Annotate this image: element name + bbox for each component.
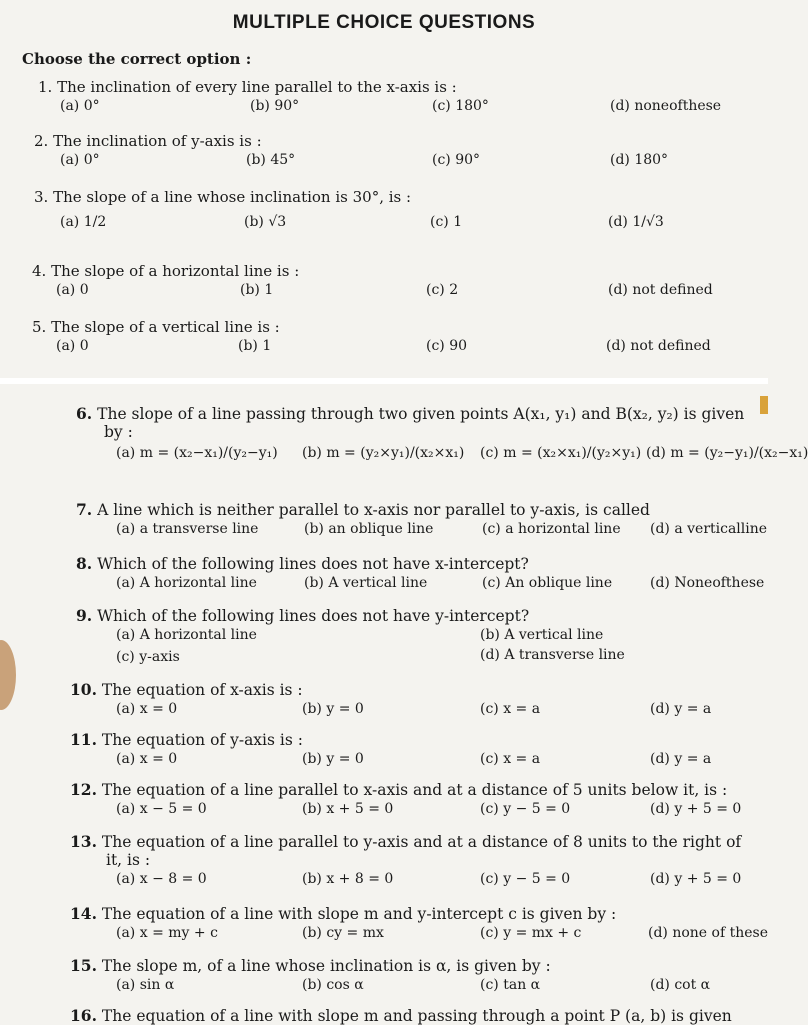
option-c[interactable]: (c) tan α <box>480 977 541 993</box>
option-d[interactable]: (d) a verticalline <box>650 521 768 537</box>
question-8 <box>76 554 766 597</box>
option-c[interactable]: (c) a horizontal line <box>482 521 621 537</box>
question-2 <box>34 132 754 174</box>
option-a[interactable]: (a) 0° <box>60 98 100 114</box>
option-b[interactable]: (b) 90° <box>250 98 300 114</box>
question-text: The inclination of y-axis is : <box>53 132 262 150</box>
option-d[interactable]: (d) y = a <box>650 701 712 717</box>
option-d[interactable]: (d) y + 5 = 0 <box>650 801 742 817</box>
option-a[interactable]: (a) x = 0 <box>116 701 178 717</box>
question-number: 1. <box>38 78 53 96</box>
question-text: The equation of y-axis is : <box>101 731 303 749</box>
question-text: The slope m, of a line whose inclination is α, is given by : <box>101 957 551 975</box>
question-9 <box>76 606 766 671</box>
option-d[interactable]: (d) A transverse line <box>480 647 625 663</box>
option-b[interactable]: (b) y = 0 <box>302 701 364 717</box>
option-c[interactable]: (c) 90° <box>432 152 481 168</box>
option-d[interactable]: (d) not defined <box>608 282 713 298</box>
option-c[interactable]: (c) 90 <box>426 338 468 354</box>
option-c[interactable]: (c) y − 5 = 0 <box>480 871 571 887</box>
question-text-continued: by : <box>104 423 133 441</box>
question-number: 12. <box>70 780 97 799</box>
option-b[interactable]: (b) √3 <box>244 214 287 230</box>
question-number: 6. <box>76 404 93 423</box>
option-a[interactable]: (a) x = my + c <box>116 925 218 941</box>
option-b[interactable]: (b) 1 <box>240 282 274 298</box>
question-number: 3. <box>34 188 49 206</box>
option-c[interactable]: (c) 180° <box>432 98 489 114</box>
option-c[interactable]: (c) y = mx + c <box>480 925 582 941</box>
question-11 <box>70 730 760 773</box>
option-a[interactable]: (a) m = (x₂−x₁)/(y₂−y₁) <box>116 445 278 461</box>
question-text: The slope of a horizontal line is : <box>51 262 300 280</box>
option-a[interactable]: (a) A horizontal line <box>116 575 257 591</box>
option-b[interactable]: (b) 45° <box>246 152 296 168</box>
option-c[interactable]: (c) y-axis <box>116 649 180 665</box>
question-5 <box>32 318 752 360</box>
option-c[interactable]: (c) y − 5 = 0 <box>480 801 571 817</box>
question-number: 4. <box>32 262 47 280</box>
option-c[interactable]: (c) An oblique line <box>482 575 613 591</box>
question-number: 9. <box>76 606 93 625</box>
question-number: 7. <box>76 500 93 519</box>
option-a[interactable]: (a) sin α <box>116 977 175 993</box>
question-1 <box>38 78 758 120</box>
question-text: A line which is neither parallel to x-axis nor parallel to y-axis, is called <box>97 501 650 519</box>
option-b[interactable]: (b) m = (y₂×y₁)/(x₂×x₁) <box>302 445 465 461</box>
question-text: The equation of a line parallel to x-axis and at a distance of 5 units below it, is : <box>101 781 728 799</box>
option-b[interactable]: (b) A vertical line <box>480 627 604 643</box>
question-number: 11. <box>70 730 97 749</box>
question-number: 15. <box>70 956 97 975</box>
question-number: 14. <box>70 904 97 923</box>
question-text: Which of the following lines does not have y-intercept? <box>97 607 530 625</box>
question-text: The equation of a line parallel to y-axis and at a distance of 8 units to the right of <box>101 833 742 851</box>
question-7 <box>76 500 766 543</box>
question-text: The equation of a line with slope m and y-intercept c is given by : <box>101 905 617 923</box>
option-a[interactable]: (a) x − 5 = 0 <box>116 801 207 817</box>
question-4 <box>32 262 752 304</box>
option-b[interactable]: (b) cy = mx <box>302 925 384 941</box>
option-b[interactable]: (b) x + 5 = 0 <box>302 801 394 817</box>
page-divider <box>0 378 768 384</box>
option-d[interactable]: (d) cot α <box>650 977 711 993</box>
option-c[interactable]: (c) 2 <box>426 282 459 298</box>
option-b[interactable]: (b) x + 8 = 0 <box>302 871 394 887</box>
option-d[interactable]: (d) 180° <box>610 152 669 168</box>
option-d[interactable]: (d) noneofthese <box>610 98 722 114</box>
question-number: 10. <box>70 680 97 699</box>
option-a[interactable]: (a) a transverse line <box>116 521 259 537</box>
option-a[interactable]: (a) 0 <box>56 338 89 354</box>
option-b[interactable]: (b) cos α <box>302 977 364 993</box>
option-b[interactable]: (b) an oblique line <box>304 521 434 537</box>
option-c[interactable]: (c) 1 <box>430 214 463 230</box>
question-number: 8. <box>76 554 93 573</box>
instruction: Choose the correct option : <box>22 50 252 68</box>
question-6 <box>76 404 808 485</box>
question-text: The equation of x-axis is : <box>101 681 303 699</box>
option-b[interactable]: (b) y = 0 <box>302 751 364 767</box>
question-text: The slope of a line passing through two given points A(x₁, y₁) and B(x₂, y₂) is given <box>97 405 745 423</box>
option-d[interactable]: (d) not defined <box>606 338 711 354</box>
question-text: The slope of a vertical line is : <box>51 318 280 336</box>
question-13 <box>70 832 760 893</box>
option-b[interactable]: (b) A vertical line <box>304 575 428 591</box>
question-10 <box>70 680 760 723</box>
option-d[interactable]: (d) 1/√3 <box>608 214 664 230</box>
question-14 <box>70 904 768 947</box>
option-c[interactable]: (c) m = (x₂×x₁)/(y₂×y₁) <box>480 445 642 461</box>
question-number: 13. <box>70 832 97 851</box>
option-a[interactable]: (a) x = 0 <box>116 751 178 767</box>
question-15 <box>70 956 760 999</box>
question-text-continued: it, is : <box>106 851 151 869</box>
option-b[interactable]: (b) 1 <box>238 338 272 354</box>
option-c[interactable]: (c) x = a <box>480 751 541 767</box>
option-c[interactable]: (c) x = a <box>480 701 541 717</box>
question-text: The slope of a line whose inclination is 30°, is : <box>53 188 412 206</box>
page-title: MULTIPLE CHOICE QUESTIONS <box>232 12 536 33</box>
question-3 <box>34 188 754 254</box>
option-d[interactable]: (d) y + 5 = 0 <box>650 871 742 887</box>
question-text: The inclination of every line parallel to the x-axis is : <box>57 78 457 96</box>
option-a[interactable]: (a) 0 <box>56 282 89 298</box>
question-text: Which of the following lines does not have x-intercept? <box>97 555 529 573</box>
option-a[interactable]: (a) A horizontal line <box>116 627 257 643</box>
option-d[interactable]: (d) y = a <box>650 751 712 767</box>
option-d[interactable]: (d) Noneofthese <box>650 575 765 591</box>
question-text: The equation of a line with slope m and passing through a point P (a, b) is given <box>101 1007 732 1025</box>
question-number: 2. <box>34 132 49 150</box>
option-a[interactable]: (a) 1/2 <box>60 214 107 230</box>
option-a[interactable]: (a) x − 8 = 0 <box>116 871 207 887</box>
question-12 <box>70 780 760 823</box>
option-d[interactable]: (d) m = (y₂−y₁)/(x₂−x₁) <box>646 445 808 461</box>
option-d[interactable]: (d) none of these <box>648 925 768 941</box>
question-number: 16. <box>70 1006 97 1025</box>
thumb-edge <box>0 640 16 710</box>
option-a[interactable]: (a) 0° <box>60 152 100 168</box>
question-16 <box>70 1006 760 1025</box>
question-number: 5. <box>32 318 47 336</box>
